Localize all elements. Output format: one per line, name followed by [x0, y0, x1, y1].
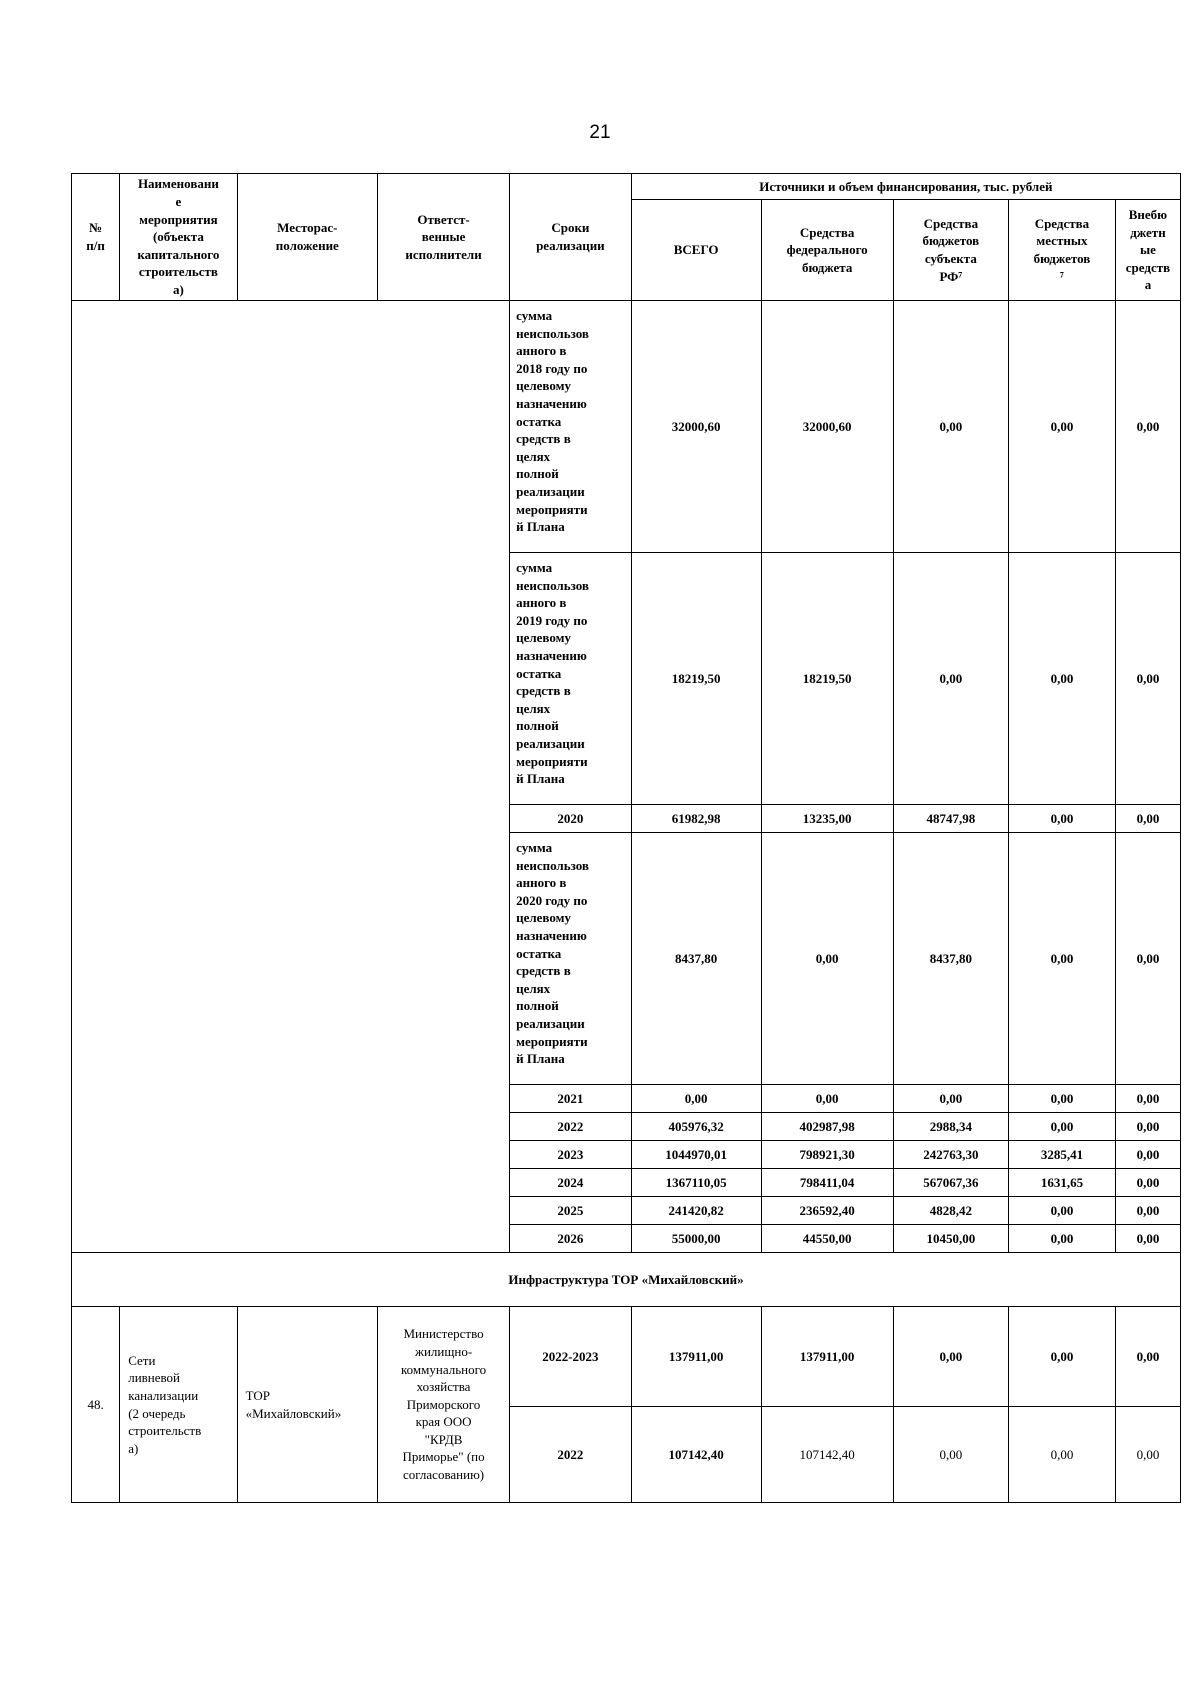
total-cell: 241420,82 [631, 1197, 761, 1225]
federal-cell: 0,00 [761, 1085, 893, 1113]
header-subject: Средства бюджетов субъекта РФ⁷ [893, 200, 1008, 301]
subject-cell: 4828,42 [893, 1197, 1008, 1225]
local-cell: 0,00 [1008, 1225, 1115, 1253]
extra-cell: 0,00 [1115, 805, 1180, 833]
header-local: Средства местных бюджетов ⁷ [1008, 200, 1115, 301]
section-title: Инфраструктура ТОР «Михайловский» [72, 1253, 1181, 1307]
term-cell: 2021 [510, 1085, 632, 1113]
table-row [72, 301, 1181, 553]
total-cell: 1367110,05 [631, 1169, 761, 1197]
subject-cell: 48747,98 [893, 805, 1008, 833]
subject-cell: 0,00 [893, 553, 1008, 805]
local-cell: 0,00 [1008, 1113, 1115, 1141]
term-cell: 2026 [510, 1225, 632, 1253]
local-cell: 1631,65 [1008, 1169, 1115, 1197]
extra-cell: 0,00 [1115, 1197, 1180, 1225]
local-cell: 0,00 [1008, 805, 1115, 833]
federal-cell: 18219,50 [761, 553, 893, 805]
subject-cell: 2988,34 [893, 1113, 1008, 1141]
local-cell: 0,00 [1008, 301, 1115, 553]
federal-cell: 44550,00 [761, 1225, 893, 1253]
subject-cell: 242763,30 [893, 1141, 1008, 1169]
federal-cell: 13235,00 [761, 805, 893, 833]
header-location: Месторас- положение [237, 174, 377, 301]
item-responsible: Министерство жилищно- коммунального хозяйства Приморского края ООО "КРДВ Приморье" (по согласованию) [378, 1307, 510, 1503]
total-cell: 61982,98 [631, 805, 761, 833]
subject-cell: 0,00 [893, 301, 1008, 553]
federal-cell: 107142,40 [761, 1407, 893, 1503]
item-name: Сети ливневой канализации (2 очередь строительств а) [120, 1307, 237, 1503]
blank-block [72, 301, 510, 1253]
header-federal: Средства федерального бюджета [761, 200, 893, 301]
extra-cell: 0,00 [1115, 1141, 1180, 1169]
item-number: 48. [72, 1307, 120, 1503]
table-row [72, 1307, 1181, 1407]
total-cell: 107142,40 [631, 1407, 761, 1503]
header-num: № п/п [72, 174, 120, 301]
term-cell: 2025 [510, 1197, 632, 1225]
subject-cell: 0,00 [893, 1407, 1008, 1503]
subject-cell: 0,00 [893, 1307, 1008, 1407]
extra-cell: 0,00 [1115, 301, 1180, 553]
term-cell: сумма неиспользов анного в 2018 году по целевому назначению остатка средств в целях полной реализации мероприяти й Плана [510, 301, 632, 553]
term-cell: сумма неиспользов анного в 2020 году по целевому назначению остатка средств в целях полной реализации мероприяти й Плана [510, 833, 632, 1085]
term-cell: 2023 [510, 1141, 632, 1169]
local-cell: 0,00 [1008, 1085, 1115, 1113]
section-row [72, 1253, 1181, 1307]
subject-cell: 0,00 [893, 1085, 1008, 1113]
extra-cell: 0,00 [1115, 1113, 1180, 1141]
term-cell: 2022-2023 [510, 1307, 632, 1407]
extra-cell: 0,00 [1115, 1407, 1180, 1503]
total-cell: 405976,32 [631, 1113, 761, 1141]
financing-table [71, 173, 1181, 1503]
term-cell: 2024 [510, 1169, 632, 1197]
extra-cell: 0,00 [1115, 1307, 1180, 1407]
federal-cell: 32000,60 [761, 301, 893, 553]
subject-cell: 10450,00 [893, 1225, 1008, 1253]
item-location: ТОР «Михайловский» [237, 1307, 377, 1503]
local-cell: 0,00 [1008, 833, 1115, 1085]
local-cell: 0,00 [1008, 1307, 1115, 1407]
extra-cell: 0,00 [1115, 1225, 1180, 1253]
total-cell: 8437,80 [631, 833, 761, 1085]
local-cell: 0,00 [1008, 553, 1115, 805]
header-total: ВСЕГО [631, 200, 761, 301]
total-cell: 55000,00 [631, 1225, 761, 1253]
term-cell: сумма неиспользов анного в 2019 году по целевому назначению остатка средств в целях полной реализации мероприяти й Плана [510, 553, 632, 805]
federal-cell: 137911,00 [761, 1307, 893, 1407]
total-cell: 18219,50 [631, 553, 761, 805]
federal-cell: 236592,40 [761, 1197, 893, 1225]
term-cell: 2022 [510, 1113, 632, 1141]
total-cell: 1044970,01 [631, 1141, 761, 1169]
header-terms: Сроки реализации [510, 174, 632, 301]
federal-cell: 402987,98 [761, 1113, 893, 1141]
total-cell: 0,00 [631, 1085, 761, 1113]
federal-cell: 0,00 [761, 833, 893, 1085]
extra-cell: 0,00 [1115, 1169, 1180, 1197]
header-responsible: Ответст- венные исполнители [378, 174, 510, 301]
federal-cell: 798921,30 [761, 1141, 893, 1169]
header-row-1 [72, 174, 1181, 200]
total-cell: 137911,00 [631, 1307, 761, 1407]
local-cell: 0,00 [1008, 1197, 1115, 1225]
term-cell: 2020 [510, 805, 632, 833]
extra-cell: 0,00 [1115, 833, 1180, 1085]
subject-cell: 567067,36 [893, 1169, 1008, 1197]
term-cell: 2022 [510, 1407, 632, 1503]
extra-cell: 0,00 [1115, 553, 1180, 805]
subject-cell: 8437,80 [893, 833, 1008, 1085]
extra-cell: 0,00 [1115, 1085, 1180, 1113]
header-extra: Внебю джетн ые средств а [1115, 200, 1180, 301]
header-name: Наименовани е мероприятия (объекта капитального строительств а) [120, 174, 237, 301]
page-number: 21 [589, 122, 611, 143]
header-sources: Источники и объем финансирования, тыс. рублей [631, 174, 1180, 200]
local-cell: 0,00 [1008, 1407, 1115, 1503]
total-cell: 32000,60 [631, 301, 761, 553]
local-cell: 3285,41 [1008, 1141, 1115, 1169]
federal-cell: 798411,04 [761, 1169, 893, 1197]
